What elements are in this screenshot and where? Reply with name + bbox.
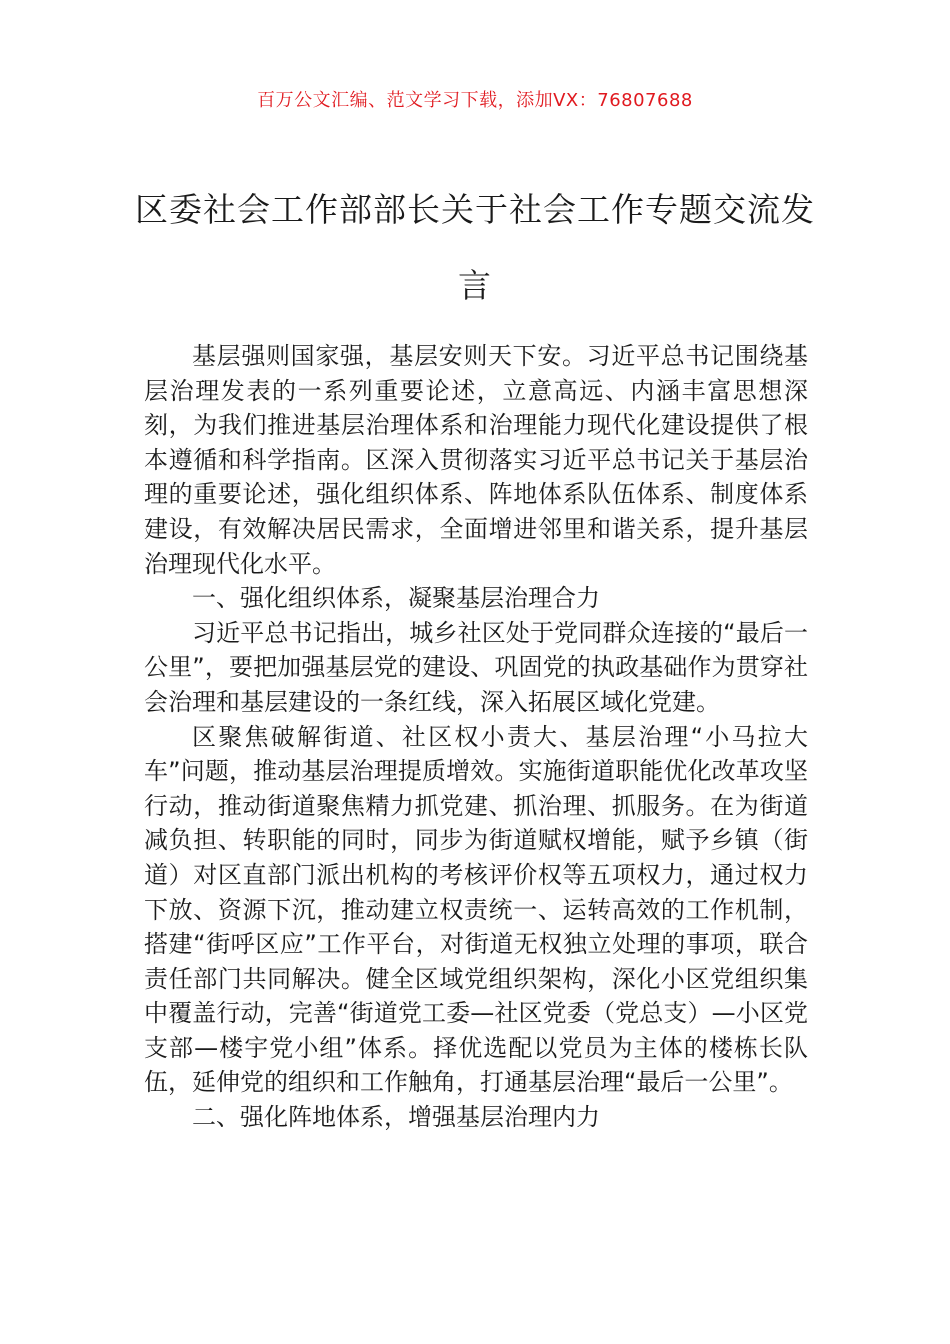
section-heading-2: 二、强化阵地体系，增强基层治理内力 — [192, 1103, 600, 1132]
paragraph-quote: 习近平总书记指出，城乡社区处于党同群众连接的“最后一公里”，要把加强基层党的建设、巩固党的执政基础作为贯穿社会治理和基层建设的一条红线，深入拓展区域化党建。 — [144, 618, 808, 716]
document-body — [144, 339, 808, 1135]
paragraph-measures: 区聚焦破解街道、社区权小责大、基层治理“小马拉大车”问题，推动基层治理提质增效。实施街道职能优化改革攻坚行动，推动街道聚焦精力抓党建、抓治理、抓服务。在为街道减负担、转职能的同时，同步为街道赋权增能，赋予乡镇（街道）对区直部门派出机构的考核评价权等五项权力，通过权力下放、资源下沉，推动建立权责统一、运转高效的工作机制，搭建“街呼区应”工作平台，对街道无权独立处理的事项，联合责任部门共同解决。健全区域党组织架构，深化小区党组织集中覆盖行动，完善“街道党工委—社区党委（党总支）—小区党支部—楼宇党小组”体系。择优选配以党员为主体的楼栋长队伍，延伸党的组织和工作触角，打通基层治理“最后一公里”。 — [144, 722, 808, 1097]
header-watermark-note: 百万公文汇编、范文学习下载，添加VX：76807688 — [257, 90, 693, 111]
document-title: 区委社会工作部部长关于社会工作专题交流发言 — [135, 190, 815, 305]
paragraph-intro: 基层强则国家强，基层安则天下安。习近平总书记围绕基层治理发表的一系列重要论述，立意高远、内涵丰富思想深刻，为我们推进基层治理体系和治理能力现代化建设提供了根本遵循和科学指南。区深入贯彻落实习近平总书记关于基层治理的重要论述，强化组织体系、阵地体系队伍体系、制度体系建设，有效解决居民需求，全面增进邻里和谐关系，提升基层治理现代化水平。 — [144, 342, 808, 578]
section-heading-1: 一、强化组织体系，凝聚基层治理合力 — [192, 584, 600, 613]
